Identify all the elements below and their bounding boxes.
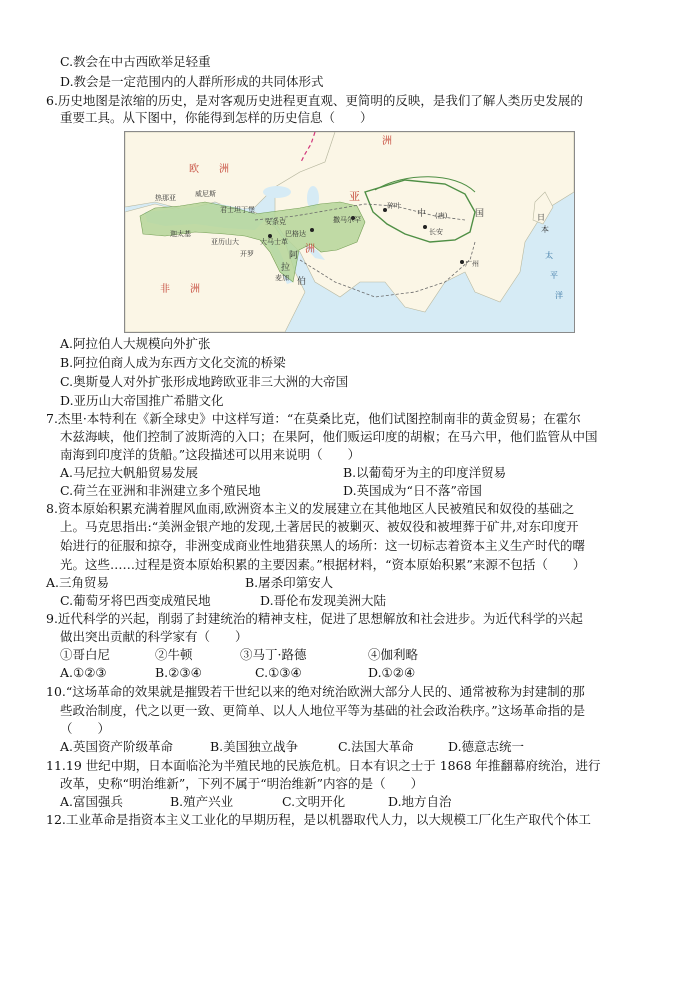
map-label-arabia-a: 阿 (289, 251, 299, 261)
q10-option-c: C.法国大革命 (338, 739, 414, 754)
map-label-samarkand: 撒马尔罕 (333, 216, 361, 224)
map-label-china-guo: 国 (475, 209, 485, 219)
q7-option-d: D.英国成为“日不落”帝国 (343, 483, 482, 498)
map-label-guangzhou: 广州 (465, 260, 479, 268)
q8-stem-line2: 上。马克思指出:“美洲金银产地的发现,土著居民的被剿灭、被奴役和被埋葬于矿井,对东印度开 (60, 519, 579, 534)
map-label-africa: 非 洲 (160, 284, 200, 295)
q6-stem-line1: 6.历史地图是浓缩的历史，是对客观历史进程更直观、更简明的反映，是我们了解人类历史发展的 (46, 93, 583, 108)
q10-stem-line1: 10.“这场革命的效果就是摧毁若干世纪以来的绝对统治欧洲大部分人民的、通常被称为封建制的那 (46, 684, 585, 699)
q7-stem-line2: 木兹海峡，他们控制了波斯湾的入口；在果阿，他们贩运印度的胡椒；在马六甲，他们监管从中国 (60, 429, 598, 444)
q9-item-2: ②牛顿 (155, 647, 193, 662)
q8-option-c: C.葡萄牙将巴西变成殖民地 (60, 593, 211, 608)
q6-option-a: A.阿拉伯人大规模向外扩张 (60, 336, 211, 351)
q7-option-a: A.马尼拉大帆船贸易发展 (60, 465, 199, 480)
q11-option-a: A.富国强兵 (60, 794, 124, 809)
q8-stem-line3: 始进行的征服和掠夺，非洲变成商业性地猎获黑人的场所：这一切标志着资本主义生产时代的曙 (60, 538, 586, 553)
map-label-asia2: 洲 (305, 244, 315, 255)
q9-option-d: D.①②④ (368, 665, 416, 680)
map-label-venice: 威尼斯 (195, 190, 216, 198)
map-label-japan-ri: 日 (537, 213, 545, 222)
q11-option-c: C.文明开化 (282, 794, 346, 809)
map-label-changan: 长安 (429, 228, 443, 236)
q7-stem-line1: 7.杰里·本特利在《新全球史》中这样写道：“在莫桑比克，他们试图控制南非的黄金贸易；在霍尔 (46, 411, 581, 426)
map-label-china-tang: (唐) (435, 212, 448, 220)
q9-stem-line2: 做出突出贡献的科学家有（ ） (60, 629, 248, 644)
q9-stem-line1: 9.近代科学的兴起，削弱了封建统治的精神支柱，促进了思想解放和社会进步。为近代科学的兴起 (46, 611, 583, 626)
q11-stem-line1: 11.19 世纪中期，日本面临沦为半殖民地的民族危机。日本有识之士于 1868 年推翻幕府统治，进行 (46, 758, 601, 773)
map-label-constantinople: 君士坦丁堡 (220, 206, 255, 214)
q8-option-a: A.三角贸易 (46, 575, 110, 590)
q11-stem-line2: 改革，史称“明治维新”，下列不属于“明治维新”内容的是（ ） (60, 776, 424, 791)
map-label-asia: 亚 (349, 190, 360, 203)
q8-stem-line1: 8.资本原始积累充满着腥风血雨,欧洲资本主义的发展建立在其他地区人民被殖民和奴役的基础之 (46, 501, 575, 516)
q6-stem-line2: 重要工具。从下图中，你能得到怎样的历史信息（ ） (60, 110, 373, 125)
map-label-europe: 欧 洲 (189, 164, 229, 175)
q8-stem-line4: 光。这些……过程是资本原始积累的主要因素。”根据材料，“资本原始积累”来源不包括（ ） (60, 557, 586, 572)
map-label-alexandria: 亚历山大 (211, 238, 239, 246)
q6-option-d: D.亚历山大帝国推广希腊文化 (60, 393, 224, 408)
q7-option-c: C.荷兰在亚洲和非洲建立多个殖民地 (60, 483, 261, 498)
map-label-damascus: 大马士革 (260, 238, 288, 246)
q10-stem-line3: （ ） (60, 721, 111, 736)
map-label-suiye: 碎叶 (387, 202, 401, 210)
map-label-china-zhong: 中 (417, 209, 427, 219)
q9-item-4: ④伽利略 (368, 647, 419, 662)
q9-option-c: C.①③④ (255, 665, 302, 680)
q10-option-d: D.德意志统一 (448, 739, 525, 754)
map-label-zhou: 洲 (382, 136, 392, 147)
map-label-arabia-bo: 伯 (297, 277, 307, 287)
q8-option-b: B.屠杀印第安人 (245, 575, 334, 590)
map-label-carthage: 迦太基 (170, 230, 191, 238)
q12-stem-line1: 12.工业革命是指资本主义工业化的早期历程，是以机器取代人力，以大规模工厂化生产取代个体工 (46, 812, 591, 827)
historical-map (124, 131, 575, 333)
q5-option-c: C.教会在中古西欧举足轻重 (60, 54, 211, 69)
q7-stem-line3: 南海到印度洋的货船。”这段描述可以用来说明（ ） (60, 447, 361, 462)
q10-option-a: A.英国资产阶级革命 (60, 739, 174, 754)
map-label-japan-ben: 本 (541, 225, 549, 234)
q10-stem-line2: 些政治制度，代之以更一致、更简单、以人人地位平等为基础的社会政治秩序。”这场革命指的是 (60, 703, 586, 718)
q5-option-d: D.教会是一定范围内的人群所形成的共同体形式 (60, 74, 324, 89)
map-label-genoa: 热那亚 (155, 194, 176, 202)
q10-option-b: B.美国独立战争 (210, 739, 299, 754)
q6-option-c: C.奥斯曼人对外扩张形成地跨欧亚非三大洲的大帝国 (60, 374, 349, 389)
q11-option-b: B.殖产兴业 (170, 794, 234, 809)
map-label-ocean-ping: 平 (550, 271, 558, 280)
q8-option-d: D.哥伦布发现美洲大陆 (260, 593, 387, 608)
q11-option-d: D.地方自治 (388, 794, 452, 809)
q6-option-b: B.阿拉伯商人成为东西方文化交流的桥梁 (60, 355, 286, 370)
map-label-ocean-tai: 太 (545, 251, 553, 260)
q9-item-1: ①哥白尼 (60, 647, 111, 662)
map-label-arabia-la: 拉 (281, 263, 291, 273)
map-label-cairo: 开罗 (240, 250, 254, 258)
map-label-baghdad: 巴格达 (285, 230, 306, 238)
map-label-ocean-yang: 洋 (555, 291, 563, 300)
q7-option-b: B.以葡萄牙为主的印度洋贸易 (343, 465, 507, 480)
map-label-mecca: 麦加 (275, 274, 289, 282)
q9-option-b: B.②③④ (155, 665, 202, 680)
q9-item-3: ③马丁·路德 (240, 647, 307, 662)
map-label-antioch: 安条克 (265, 218, 286, 226)
q9-option-a: A.①②③ (60, 665, 107, 680)
